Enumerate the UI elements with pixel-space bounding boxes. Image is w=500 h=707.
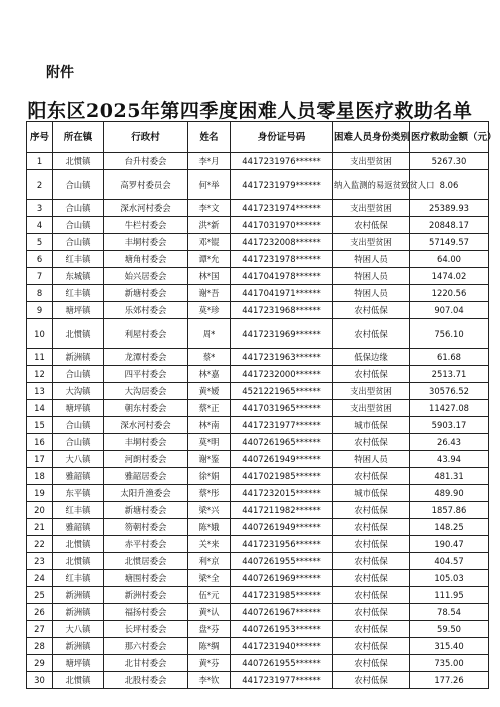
row-number: 27 bbox=[27, 621, 53, 638]
id-number-cell: 4407261967****** bbox=[231, 604, 333, 621]
amount-cell: 315.40 bbox=[410, 638, 489, 655]
town-cell: 大八镇 bbox=[53, 451, 104, 468]
amount-cell: 1220.56 bbox=[410, 285, 489, 302]
row-number: 23 bbox=[27, 553, 53, 570]
row-number: 24 bbox=[27, 570, 53, 587]
amount-cell: 1857.86 bbox=[410, 502, 489, 519]
category-cell: 农村低保 bbox=[333, 319, 410, 349]
name-cell: 伍*元 bbox=[188, 587, 231, 604]
id-number-cell: 4407261965****** bbox=[231, 434, 333, 451]
name-cell: 何*举 bbox=[188, 170, 231, 200]
id-number-cell: 4417231974****** bbox=[231, 200, 333, 217]
id-number-cell: 4417211982****** bbox=[231, 502, 333, 519]
town-cell: 红丰镇 bbox=[53, 251, 104, 268]
category-cell: 农村低保 bbox=[333, 655, 410, 672]
row-number: 12 bbox=[27, 366, 53, 383]
amount-cell: 756.10 bbox=[410, 319, 489, 349]
row-number: 25 bbox=[27, 587, 53, 604]
town-cell: 塘坪镇 bbox=[53, 302, 104, 319]
town-cell: 大八镇 bbox=[53, 621, 104, 638]
table-row bbox=[27, 400, 489, 417]
village-cell: 新塘村委会 bbox=[104, 502, 188, 519]
row-number: 3 bbox=[27, 200, 53, 217]
amount-cell: 57149.57 bbox=[410, 234, 489, 251]
town-cell: 北惯镇 bbox=[53, 536, 104, 553]
name-cell: 蔡*正 bbox=[188, 400, 231, 417]
town-cell: 合山镇 bbox=[53, 234, 104, 251]
category-cell: 特困人员 bbox=[333, 268, 410, 285]
row-number: 13 bbox=[27, 383, 53, 400]
name-cell: 黄*认 bbox=[188, 604, 231, 621]
table-row bbox=[27, 587, 489, 604]
amount-cell: 26.43 bbox=[410, 434, 489, 451]
table-row bbox=[27, 251, 489, 268]
name-cell: 徐*娟 bbox=[188, 468, 231, 485]
table-row bbox=[27, 604, 489, 621]
name-cell: 利*京 bbox=[188, 553, 231, 570]
town-cell: 新洲镇 bbox=[53, 604, 104, 621]
category-cell: 城市低保 bbox=[333, 417, 410, 434]
amount-cell: 11427.08 bbox=[410, 400, 489, 417]
id-number-cell: 4417231979****** bbox=[231, 170, 333, 200]
id-number-cell: 4417231969****** bbox=[231, 319, 333, 349]
document-title: 阳东区2025年第四季度困难人员零星医疗救助名单 bbox=[27, 100, 473, 122]
village-cell: 赤平村委会 bbox=[104, 536, 188, 553]
town-cell: 合山镇 bbox=[53, 217, 104, 234]
id-number-cell: 4417231977****** bbox=[231, 417, 333, 434]
table-row bbox=[27, 417, 489, 434]
amount-cell: 1474.02 bbox=[410, 268, 489, 285]
row-number: 10 bbox=[27, 319, 53, 349]
id-number-cell: 4417231977****** bbox=[231, 672, 333, 689]
town-cell: 东城镇 bbox=[53, 268, 104, 285]
category-cell: 农村低保 bbox=[333, 468, 410, 485]
table-row bbox=[27, 234, 489, 251]
row-number: 22 bbox=[27, 536, 53, 553]
village-cell: 笏朝村委会 bbox=[104, 519, 188, 536]
row-number: 19 bbox=[27, 485, 53, 502]
village-cell: 朝东村委会 bbox=[104, 400, 188, 417]
table-row bbox=[27, 285, 489, 302]
table-row bbox=[27, 153, 489, 170]
town-cell: 新洲镇 bbox=[53, 587, 104, 604]
category-cell: 农村低保 bbox=[333, 621, 410, 638]
table-row bbox=[27, 621, 489, 638]
column-header: 困难人员身份类别 bbox=[333, 122, 410, 153]
table-row bbox=[27, 319, 489, 349]
table-row bbox=[27, 268, 489, 285]
village-cell: 长坪村委会 bbox=[104, 621, 188, 638]
village-cell: 利屋村委会 bbox=[104, 319, 188, 349]
name-cell: 黄*芬 bbox=[188, 655, 231, 672]
village-cell: 雅韶居委会 bbox=[104, 468, 188, 485]
town-cell: 东平镇 bbox=[53, 485, 104, 502]
category-cell: 支出型贫困 bbox=[333, 200, 410, 217]
id-number-cell: 4407261953****** bbox=[231, 621, 333, 638]
village-cell: 福扬村委会 bbox=[104, 604, 188, 621]
row-number: 17 bbox=[27, 451, 53, 468]
table-row bbox=[27, 302, 489, 319]
row-number: 20 bbox=[27, 502, 53, 519]
village-cell: 始兴居委会 bbox=[104, 268, 188, 285]
amount-cell: 489.90 bbox=[410, 485, 489, 502]
village-cell: 塘角村委会 bbox=[104, 251, 188, 268]
row-number: 15 bbox=[27, 417, 53, 434]
table-row bbox=[27, 468, 489, 485]
name-cell: 林*国 bbox=[188, 268, 231, 285]
table-row bbox=[27, 349, 489, 366]
row-number: 28 bbox=[27, 638, 53, 655]
category-cell: 特困人员 bbox=[333, 451, 410, 468]
category-cell: 支出型贫困 bbox=[333, 234, 410, 251]
name-cell: 黄*嫒 bbox=[188, 383, 231, 400]
amount-cell: 20848.17 bbox=[410, 217, 489, 234]
name-cell: 蔡* bbox=[188, 349, 231, 366]
town-cell: 雅韶镇 bbox=[53, 468, 104, 485]
amount-cell: 404.57 bbox=[410, 553, 489, 570]
row-number: 8 bbox=[27, 285, 53, 302]
name-cell: 谢*吾 bbox=[188, 285, 231, 302]
town-cell: 合山镇 bbox=[53, 170, 104, 200]
row-number: 1 bbox=[27, 153, 53, 170]
name-cell: 林*嘉 bbox=[188, 366, 231, 383]
table-row bbox=[27, 383, 489, 400]
id-number-cell: 4407261949****** bbox=[231, 451, 333, 468]
category-cell: 低保边缘 bbox=[333, 349, 410, 366]
town-cell: 红丰镇 bbox=[53, 570, 104, 587]
amount-cell: 8.06 bbox=[410, 170, 489, 200]
table-row bbox=[27, 434, 489, 451]
name-cell: 莫*珍 bbox=[188, 302, 231, 319]
village-cell: 丰垌村委会 bbox=[104, 434, 188, 451]
row-number: 16 bbox=[27, 434, 53, 451]
id-number-cell: 4417232008****** bbox=[231, 234, 333, 251]
row-number: 7 bbox=[27, 268, 53, 285]
table-row bbox=[27, 519, 489, 536]
table-row bbox=[27, 366, 489, 383]
village-cell: 北股村委会 bbox=[104, 672, 188, 689]
name-cell: 关*来 bbox=[188, 536, 231, 553]
row-number: 30 bbox=[27, 672, 53, 689]
table-row bbox=[27, 570, 489, 587]
id-number-cell: 4417231940****** bbox=[231, 638, 333, 655]
name-cell: 梁*全 bbox=[188, 570, 231, 587]
table-row bbox=[27, 200, 489, 217]
id-number-cell: 4417231968****** bbox=[231, 302, 333, 319]
column-header: 姓名 bbox=[188, 122, 231, 153]
table-row bbox=[27, 553, 489, 570]
id-number-cell: 4417231985****** bbox=[231, 587, 333, 604]
amount-cell: 2513.71 bbox=[410, 366, 489, 383]
town-cell: 合山镇 bbox=[53, 200, 104, 217]
name-cell: 邓*锟 bbox=[188, 234, 231, 251]
category-cell: 特困人员 bbox=[333, 285, 410, 302]
row-number: 2 bbox=[27, 170, 53, 200]
category-cell: 城市低保 bbox=[333, 485, 410, 502]
id-number-cell: 4417041978****** bbox=[231, 268, 333, 285]
amount-cell: 25389.93 bbox=[410, 200, 489, 217]
row-number: 4 bbox=[27, 217, 53, 234]
id-number-cell: 4417232015****** bbox=[231, 485, 333, 502]
amount-cell: 177.26 bbox=[410, 672, 489, 689]
town-cell: 北惯镇 bbox=[53, 672, 104, 689]
id-number-cell: 4417031965****** bbox=[231, 400, 333, 417]
village-cell: 北甘村委会 bbox=[104, 655, 188, 672]
village-cell: 塘围村委会 bbox=[104, 570, 188, 587]
town-cell: 红丰镇 bbox=[53, 502, 104, 519]
attachment-label: 附件 bbox=[46, 65, 74, 81]
name-cell: 李*文 bbox=[188, 200, 231, 217]
category-cell: 农村低保 bbox=[333, 570, 410, 587]
table-row bbox=[27, 217, 489, 234]
amount-cell: 735.00 bbox=[410, 655, 489, 672]
row-number: 29 bbox=[27, 655, 53, 672]
name-cell: 周* bbox=[188, 319, 231, 349]
row-number: 21 bbox=[27, 519, 53, 536]
name-cell: 盘*芬 bbox=[188, 621, 231, 638]
town-cell: 红丰镇 bbox=[53, 285, 104, 302]
amount-cell: 105.03 bbox=[410, 570, 489, 587]
town-cell: 合山镇 bbox=[53, 366, 104, 383]
town-cell: 合山镇 bbox=[53, 434, 104, 451]
town-cell: 新洲镇 bbox=[53, 349, 104, 366]
name-cell: 蔡*彤 bbox=[188, 485, 231, 502]
village-cell: 深水河村委会 bbox=[104, 200, 188, 217]
category-cell: 农村低保 bbox=[333, 302, 410, 319]
name-cell: 陈*绸 bbox=[188, 638, 231, 655]
name-cell: 洪*新 bbox=[188, 217, 231, 234]
category-cell: 支出型贫困 bbox=[333, 153, 410, 170]
amount-cell: 78.54 bbox=[410, 604, 489, 621]
amount-cell: 907.04 bbox=[410, 302, 489, 319]
town-cell: 北惯镇 bbox=[53, 153, 104, 170]
village-cell: 高罗村委员会 bbox=[104, 170, 188, 200]
category-cell: 农村低保 bbox=[333, 434, 410, 451]
row-number: 5 bbox=[27, 234, 53, 251]
id-number-cell: 4407261969****** bbox=[231, 570, 333, 587]
village-cell: 大沟居委会 bbox=[104, 383, 188, 400]
category-cell: 农村低保 bbox=[333, 536, 410, 553]
id-number-cell: 4417232000****** bbox=[231, 366, 333, 383]
table-row bbox=[27, 638, 489, 655]
village-cell: 龙潭村委会 bbox=[104, 349, 188, 366]
table-row bbox=[27, 672, 489, 689]
village-cell: 四平村委会 bbox=[104, 366, 188, 383]
village-cell: 河朗村委会 bbox=[104, 451, 188, 468]
town-cell: 合山镇 bbox=[53, 417, 104, 434]
id-number-cell: 4407261949****** bbox=[231, 519, 333, 536]
town-cell: 北惯镇 bbox=[53, 553, 104, 570]
category-cell: 支出型贫困 bbox=[333, 383, 410, 400]
category-cell: 农村低保 bbox=[333, 638, 410, 655]
town-cell: 塘坪镇 bbox=[53, 655, 104, 672]
row-number: 14 bbox=[27, 400, 53, 417]
table-row bbox=[27, 502, 489, 519]
row-number: 26 bbox=[27, 604, 53, 621]
amount-cell: 5903.17 bbox=[410, 417, 489, 434]
town-cell: 塘坪镇 bbox=[53, 400, 104, 417]
category-cell: 特困人员 bbox=[333, 251, 410, 268]
category-cell: 农村低保 bbox=[333, 604, 410, 621]
column-header: 医疗救助金额（元） bbox=[410, 122, 489, 153]
name-cell: 莫*明 bbox=[188, 434, 231, 451]
id-number-cell: 4417231976****** bbox=[231, 153, 333, 170]
row-number: 18 bbox=[27, 468, 53, 485]
name-cell: 谢*鉴 bbox=[188, 451, 231, 468]
category-cell: 农村低保 bbox=[333, 519, 410, 536]
id-number-cell: 4417231978****** bbox=[231, 251, 333, 268]
id-number-cell: 4407261955****** bbox=[231, 655, 333, 672]
id-number-cell: 4407261955****** bbox=[231, 553, 333, 570]
village-cell: 新洲村委会 bbox=[104, 587, 188, 604]
id-number-cell: 4417041971****** bbox=[231, 285, 333, 302]
amount-cell: 481.31 bbox=[410, 468, 489, 485]
row-number: 9 bbox=[27, 302, 53, 319]
category-cell: 农村低保 bbox=[333, 672, 410, 689]
table-row bbox=[27, 655, 489, 672]
amount-cell: 190.47 bbox=[410, 536, 489, 553]
amount-cell: 61.68 bbox=[410, 349, 489, 366]
town-cell: 雅韶镇 bbox=[53, 519, 104, 536]
town-cell: 大沟镇 bbox=[53, 383, 104, 400]
name-cell: 陈*娥 bbox=[188, 519, 231, 536]
village-cell: 乐郊村委会 bbox=[104, 302, 188, 319]
name-cell: 李*月 bbox=[188, 153, 231, 170]
village-cell: 丰垌村委会 bbox=[104, 234, 188, 251]
table-row bbox=[27, 536, 489, 553]
table-row bbox=[27, 170, 489, 200]
category-cell: 农村低保 bbox=[333, 502, 410, 519]
name-cell: 李*钦 bbox=[188, 672, 231, 689]
id-number-cell: 4417231963****** bbox=[231, 349, 333, 366]
village-cell: 太阳升渔委会 bbox=[104, 485, 188, 502]
amount-cell: 111.95 bbox=[410, 587, 489, 604]
category-cell: 农村低保 bbox=[333, 553, 410, 570]
column-header: 所在镇 bbox=[53, 122, 104, 153]
id-number-cell: 4417021985****** bbox=[231, 468, 333, 485]
amount-cell: 43.94 bbox=[410, 451, 489, 468]
table-row bbox=[27, 485, 489, 502]
column-header: 行政村 bbox=[104, 122, 188, 153]
village-cell: 深水河村委会 bbox=[104, 417, 188, 434]
relief-table bbox=[26, 121, 497, 689]
village-cell: 那六村委会 bbox=[104, 638, 188, 655]
column-header: 身份证号码 bbox=[231, 122, 333, 153]
amount-cell: 30576.52 bbox=[410, 383, 489, 400]
amount-cell: 59.50 bbox=[410, 621, 489, 638]
town-cell: 新洲镇 bbox=[53, 638, 104, 655]
town-cell: 北惯镇 bbox=[53, 319, 104, 349]
id-number-cell: 4521221965****** bbox=[231, 383, 333, 400]
id-number-cell: 4417231956****** bbox=[231, 536, 333, 553]
name-cell: 林*南 bbox=[188, 417, 231, 434]
village-cell: 牛栏村委会 bbox=[104, 217, 188, 234]
amount-cell: 64.00 bbox=[410, 251, 489, 268]
village-cell: 新塘村委会 bbox=[104, 285, 188, 302]
category-cell: 纳入监测的易返贫致贫人口 bbox=[333, 170, 410, 200]
category-cell: 支出型贫困 bbox=[333, 400, 410, 417]
row-number: 6 bbox=[27, 251, 53, 268]
name-cell: 梁*兴 bbox=[188, 502, 231, 519]
amount-cell: 148.25 bbox=[410, 519, 489, 536]
amount-cell: 5267.30 bbox=[410, 153, 489, 170]
name-cell: 谭*允 bbox=[188, 251, 231, 268]
row-number: 11 bbox=[27, 349, 53, 366]
table-header-row bbox=[27, 122, 489, 153]
category-cell: 农村低保 bbox=[333, 366, 410, 383]
village-cell: 台升村委会 bbox=[104, 153, 188, 170]
category-cell: 农村低保 bbox=[333, 587, 410, 604]
village-cell: 北惯居委会 bbox=[104, 553, 188, 570]
id-number-cell: 4417031970****** bbox=[231, 217, 333, 234]
table-row bbox=[27, 451, 489, 468]
category-cell: 农村低保 bbox=[333, 217, 410, 234]
column-header: 序号 bbox=[27, 122, 53, 153]
